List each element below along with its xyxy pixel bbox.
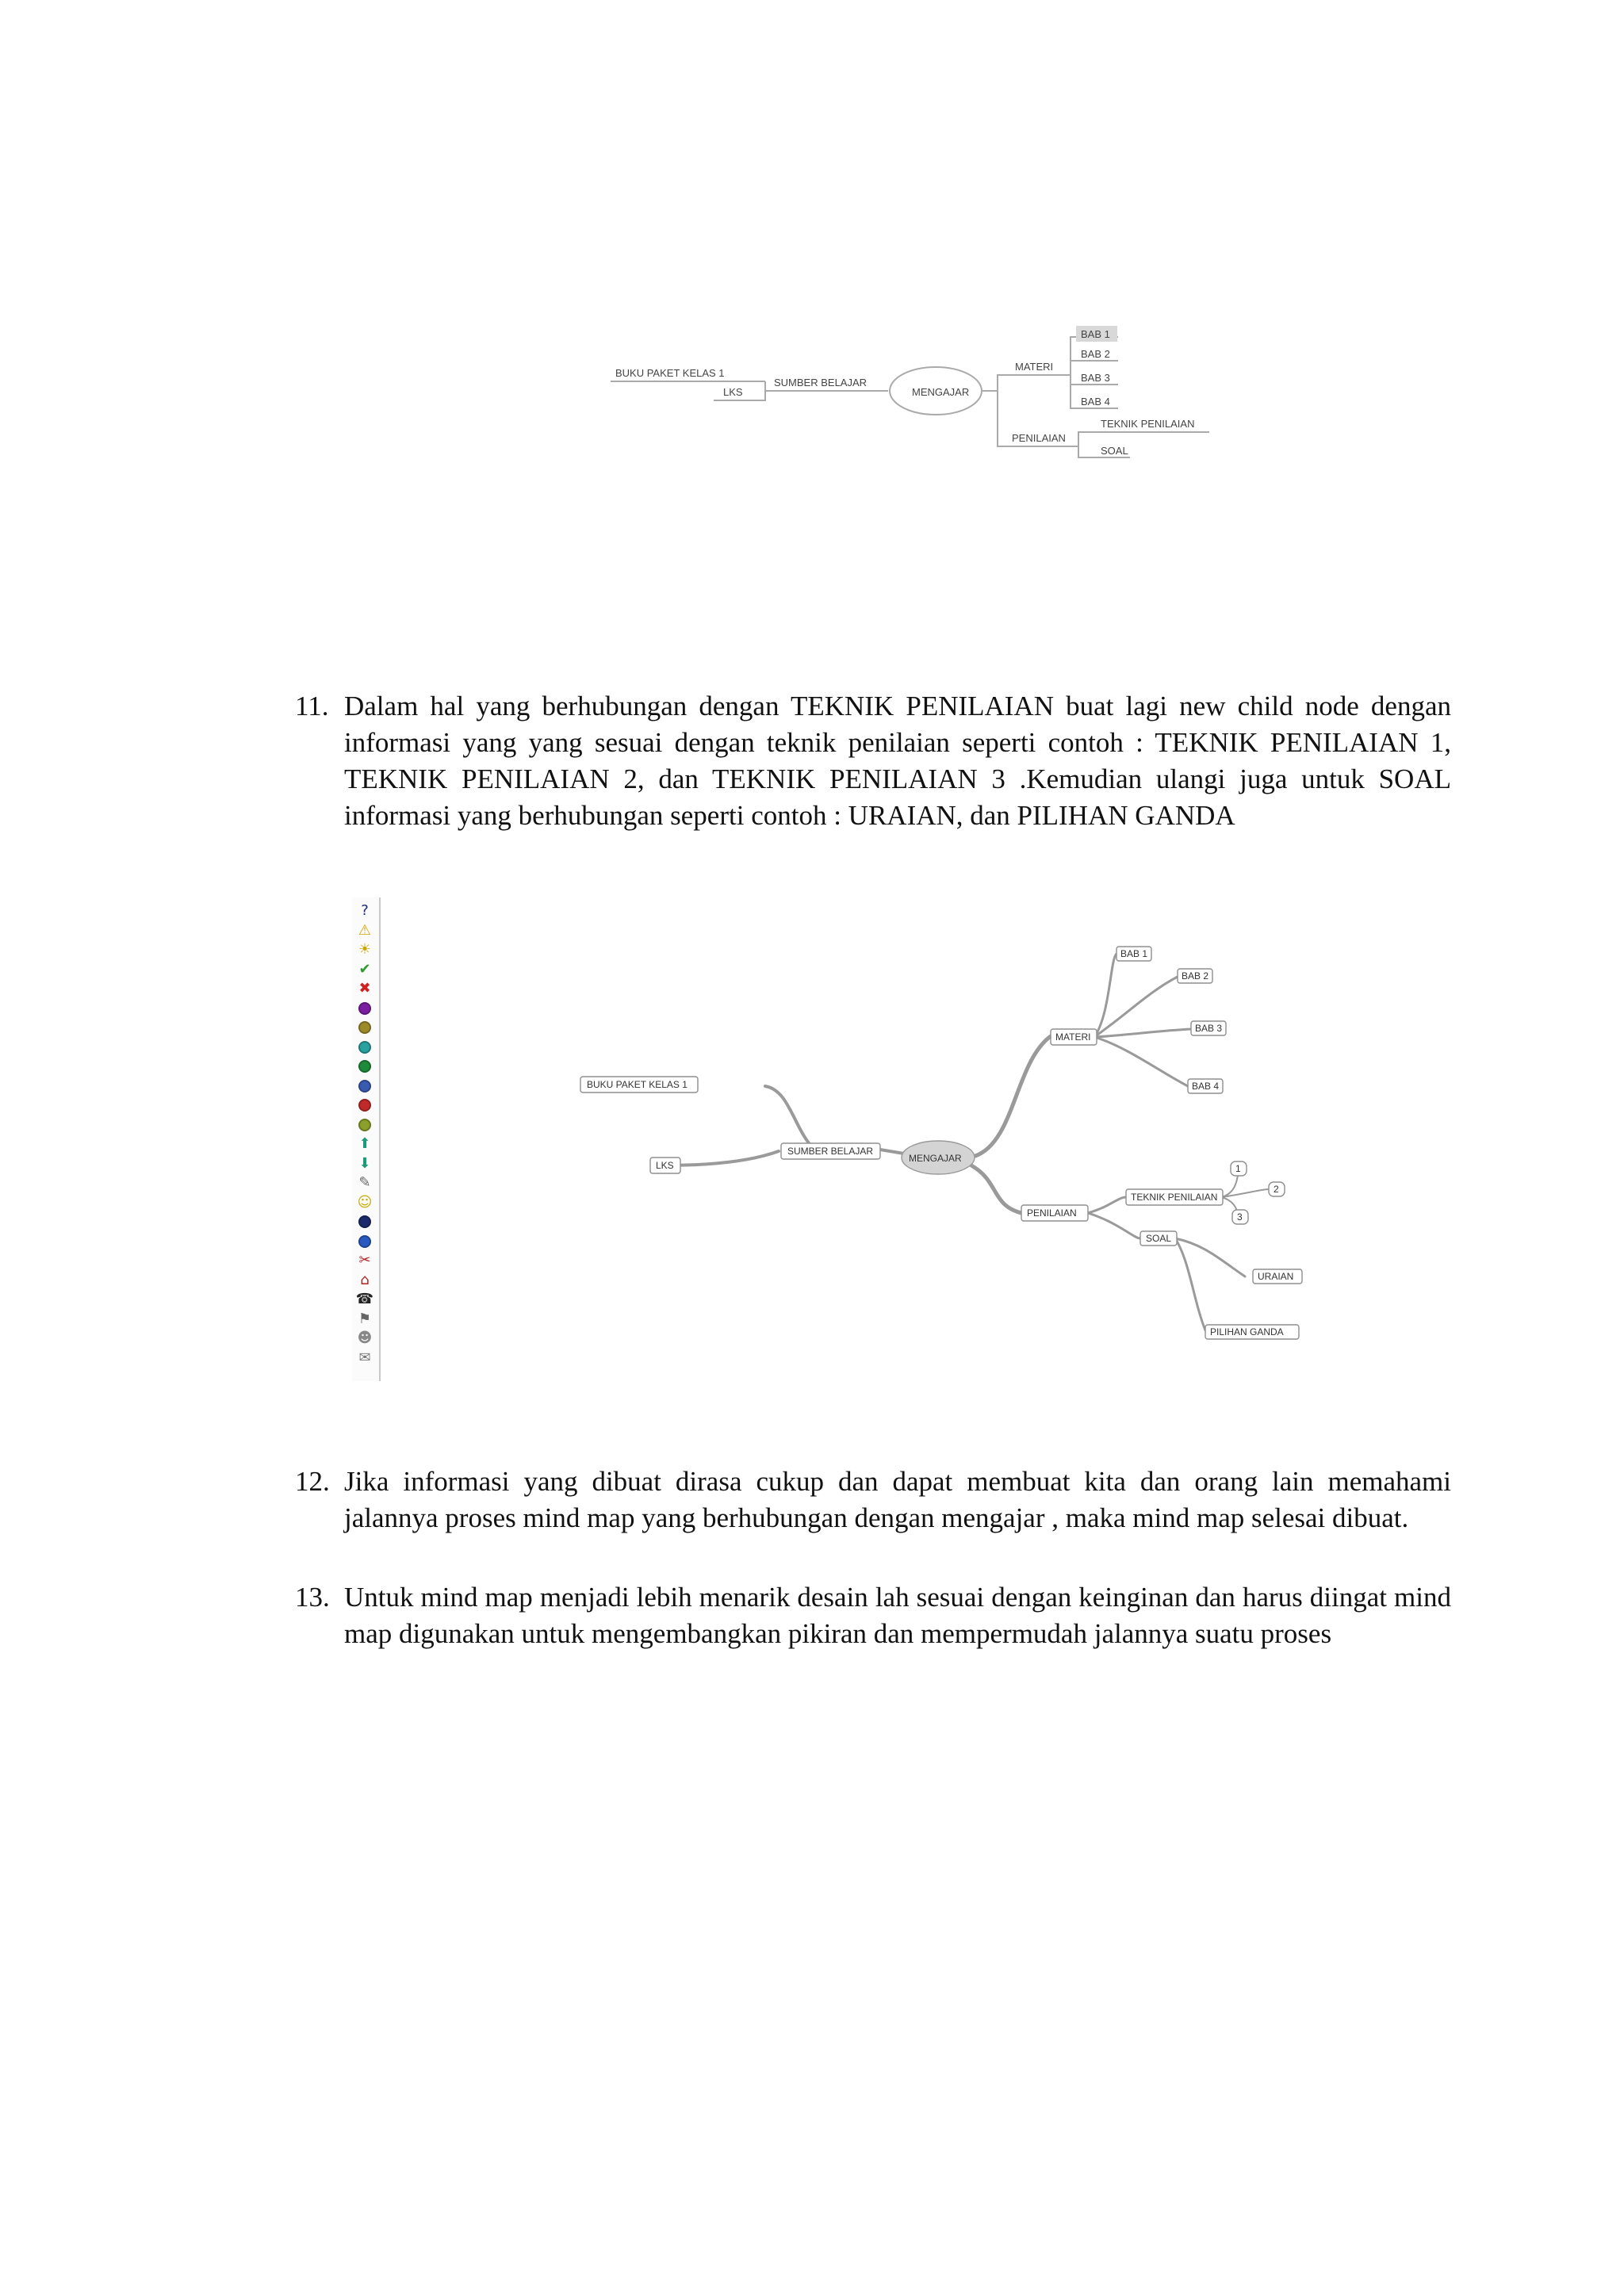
priority-7-dot — [358, 1119, 371, 1131]
priority-4-icon[interactable] — [356, 1058, 373, 1075]
priority-3-icon[interactable] — [356, 1039, 373, 1056]
warning-icon[interactable]: ⚠ — [358, 921, 372, 939]
mm2-branch — [971, 1165, 1021, 1213]
mm2-node-pilihan: PILIHAN GANDA — [1210, 1326, 1284, 1337]
mm2-node-penilaian: PENILAIAN — [1027, 1207, 1077, 1219]
mm2-node-bab4: BAB 4 — [1192, 1081, 1220, 1092]
phone-icon[interactable]: ☎ — [355, 1291, 374, 1307]
icon-toolbar — [352, 897, 381, 1381]
mm2-node-center: MENGAJAR — [909, 1153, 962, 1164]
priority-6-icon[interactable] — [356, 1096, 373, 1114]
circle-dark-icon[interactable] — [356, 1213, 373, 1230]
people-icon[interactable]: ☻ — [357, 1330, 373, 1346]
mm1-node-soal: SOAL — [1101, 445, 1128, 457]
circle-blue-icon[interactable] — [356, 1233, 373, 1250]
mm1-node-penilaian: PENILAIAN — [1012, 432, 1066, 444]
mm2-branch — [1088, 1197, 1126, 1213]
mm2-branch — [1175, 1238, 1205, 1330]
mm2-branch — [1175, 1238, 1245, 1276]
check-icon[interactable]: ✔ — [358, 960, 371, 978]
mindmap-diagram-curvy — [571, 928, 1348, 1356]
priority-2-icon[interactable] — [356, 1019, 373, 1036]
mm1-connector — [1059, 432, 1209, 446]
priority-2-dot — [358, 1021, 371, 1034]
item-number: 11. — [295, 691, 329, 721]
priority-3-dot — [358, 1041, 371, 1054]
mm2-node-soal: SOAL — [1146, 1233, 1172, 1244]
priority-7-icon[interactable] — [356, 1116, 373, 1134]
mm2-node-teknik: TEKNIK PENILAIAN — [1131, 1192, 1218, 1203]
mm2-node-buku: BUKU PAKET KELAS 1 — [587, 1079, 688, 1090]
item-text: Jika informasi yang dibuat dirasa cukup dan dapat membuat kita dan orang lain memahami jalannya proses mind map yang berhubungan dengan mengajar , maka mind map selesai dibuat. — [344, 1466, 1451, 1533]
mm1-node-center: MENGAJAR — [912, 386, 970, 398]
mm2-node-t1: 1 — [1235, 1163, 1241, 1174]
smiley-icon[interactable]: ☺ — [357, 1193, 373, 1211]
mm2-node-materi: MATERI — [1055, 1031, 1091, 1043]
mm2-branch — [1094, 954, 1116, 1037]
item-text: Dalam hal yang berhubungan dengan TEKNIK PENILAIAN buat lagi new child node dengan informasi yang yang sesuai dengan teknik penilaian seperti contoh : TEKNIK PENILAIAN 1, TEKNIK PENILAIAN 2, dan TEKNIK PENILAIAN 3 .Kemudian ulangi juga untuk SOAL informasi yang berhubungan seperti contoh : URAIAN, dan PILIHAN GANDA — [344, 691, 1451, 831]
priority-5-icon[interactable] — [356, 1077, 373, 1095]
mm2-branch — [1094, 1037, 1188, 1086]
priority-6-dot — [358, 1099, 371, 1112]
arrow-up-icon[interactable]: ⬆ — [358, 1135, 371, 1152]
mm1-node-bab2: BAB 2 — [1081, 348, 1110, 360]
mm1-node-materi: MATERI — [1015, 361, 1054, 373]
priority-5-dot — [358, 1080, 371, 1093]
mm1-node-teknik: TEKNIK PENILAIAN — [1101, 418, 1195, 430]
arrow-down-icon[interactable]: ⬇ — [358, 1154, 371, 1172]
priority-1-dot — [358, 1002, 371, 1015]
mm2-branch — [1094, 1029, 1191, 1037]
circle-dark-dot — [358, 1215, 371, 1228]
mm2-node-t3: 3 — [1237, 1211, 1243, 1223]
item-number: 12. — [295, 1466, 330, 1497]
attachment-icon[interactable]: ✎ — [358, 1174, 371, 1191]
mm2-branch — [880, 1150, 904, 1154]
priority-1-icon[interactable] — [356, 1000, 373, 1017]
mm1-node-bab3: BAB 3 — [1081, 372, 1110, 384]
mm1-node-bab1: BAB 1 — [1081, 328, 1110, 340]
mm1-node-bab4: BAB 4 — [1081, 396, 1110, 408]
home-icon[interactable]: ⌂ — [360, 1271, 370, 1288]
item-number: 13. — [295, 1582, 330, 1613]
idea-icon[interactable]: ☀ — [358, 941, 372, 958]
circle-blue-dot — [358, 1235, 371, 1248]
mail-icon[interactable]: ✉ — [358, 1349, 371, 1366]
mm2-node-bab1: BAB 1 — [1120, 948, 1148, 959]
mm2-node-sumber: SUMBER BELAJAR — [787, 1146, 874, 1157]
cross-icon[interactable]: ✖ — [358, 980, 371, 997]
help-icon[interactable]: ? — [361, 902, 369, 919]
mm2-branch — [665, 1151, 779, 1165]
mm2-node-uraian: URAIAN — [1258, 1271, 1294, 1282]
mm2-branch — [765, 1086, 813, 1148]
mm2-node-bab2: BAB 2 — [1182, 970, 1209, 982]
mm2-node-lks: LKS — [656, 1160, 674, 1171]
mm2-node-t2: 2 — [1274, 1184, 1279, 1195]
flag-icon[interactable]: ⚑ — [358, 1310, 372, 1327]
mm2-branch — [1088, 1213, 1140, 1238]
mm1-node-sumber: SUMBER BELAJAR — [774, 377, 868, 388]
tools-icon[interactable]: ✂ — [358, 1252, 371, 1269]
item-text: Untuk mind map menjadi lebih menarik desain lah sesuai dengan keinginan dan harus diingat mind map digunakan untuk mengembangkan pikiran dan mempermudah jalannya suatu proses — [344, 1582, 1451, 1649]
priority-4-dot — [358, 1060, 371, 1073]
mm2-branch — [975, 1036, 1051, 1156]
mm1-node-lks: LKS — [723, 386, 743, 398]
mm1-connector — [982, 375, 1059, 391]
mindmap-diagram-flat — [603, 313, 1237, 488]
mm1-node-buku: BUKU PAKET KELAS 1 — [615, 367, 725, 379]
mm2-node-bab3: BAB 3 — [1195, 1023, 1223, 1034]
